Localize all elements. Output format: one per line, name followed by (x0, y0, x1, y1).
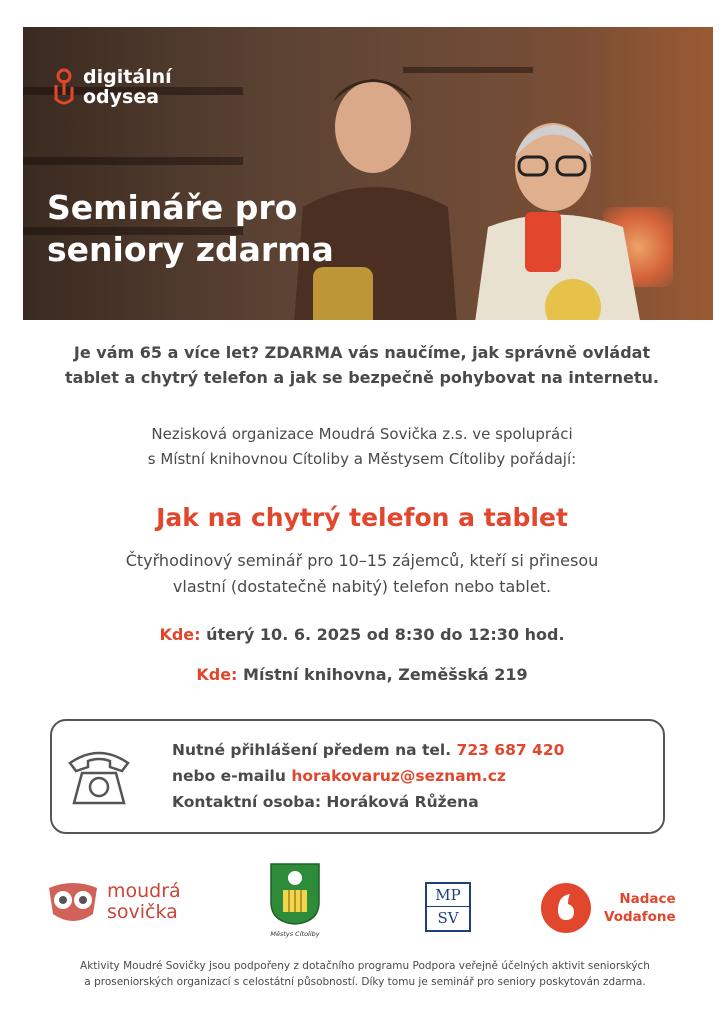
nadace-vodafone-logo (540, 882, 676, 934)
logo-line-2: odysea (83, 86, 160, 108)
email-line (172, 763, 564, 789)
email-prefix: nebo e-mailu (172, 767, 286, 785)
email-link[interactable]: horakovaruz@seznam.cz (291, 767, 506, 785)
contact-person: Kontaktní osoba: Horáková Růžena (172, 793, 479, 811)
hero-banner (23, 27, 713, 320)
phone-number[interactable]: 723 687 420 (456, 741, 565, 759)
hero-title-line-1: Semináře pro (47, 188, 298, 227)
organizer-text (50, 422, 674, 472)
hero-title (47, 187, 467, 271)
mpsv-logo (425, 882, 471, 932)
sovicka-line-2: sovička (107, 901, 178, 923)
intro-line-1: Je vám 65 a více let? ZDARMA vás naučíme, jak správně ovládat (73, 343, 651, 362)
location-label: Kde: (196, 665, 238, 684)
phone-prefix: Nutné přihlášení předem na tel. (172, 741, 452, 759)
vodafone-line-2: Vodafone (604, 909, 676, 925)
digitalni-odysea-logo (51, 67, 172, 107)
citoliby-coat-of-arms (265, 862, 325, 938)
telephone-icon (64, 741, 134, 811)
logo-line-1: digitální (83, 66, 172, 88)
vodafone-icon (540, 882, 592, 934)
course-desc-line-1: Čtyřhodinový seminář pro 10–15 zájemců, kteří si přinesou (125, 551, 599, 570)
sponsor-logos (0, 860, 724, 945)
organizer-line-1: Nezisková organizace Moudrá Sovička z.s. ve spolupráci (151, 425, 573, 443)
mpsv-top: MP (427, 884, 469, 907)
coat-of-arms-icon (269, 862, 321, 926)
footer-note (40, 958, 690, 990)
senior-woman-photo (463, 117, 663, 320)
phone-line (172, 737, 564, 763)
course-title: Jak na chytrý telefon a tablet (156, 503, 568, 532)
course-desc-line-2: vlastní (dostatečně nabitý) telefon nebo tablet. (172, 577, 552, 596)
bookshelf (23, 157, 243, 165)
contact-box (50, 719, 665, 834)
hero-title-line-2: seniory zdarma (47, 230, 334, 269)
date-label: Kde: (159, 625, 201, 644)
owl-icon (45, 878, 101, 926)
mpsv-bottom: SV (437, 909, 459, 927)
date-value: úterý 10. 6. 2025 od 8:30 do 12:30 hod. (206, 625, 565, 644)
intro-text (50, 340, 674, 390)
pointing-hand-icon (51, 67, 77, 107)
organizer-line-2: s Místní knihovnou Cítoliby a Městysem Cítoliby pořádají: (147, 450, 577, 468)
course-description (50, 548, 674, 600)
vodafone-line-1: Nadace (619, 891, 676, 907)
sovicka-line-1: moudrá (107, 880, 181, 902)
location-value: Místní knihovna, Zeměšská 219 (243, 665, 528, 684)
event-date (50, 625, 674, 644)
moudra-sovicka-logo (45, 878, 181, 926)
event-location (50, 665, 674, 684)
intro-line-2: tablet a chytrý telefon a jak se bezpečně pohybovat na internetu. (65, 368, 659, 387)
footer-line-1: Aktivity Moudré Sovičky jsou podpořeny z dotačního programu Podpora veřejně účelných aktivit seniorských (80, 960, 650, 972)
citoliby-caption: Městys Cítoliby (270, 930, 320, 938)
footer-line-2: a proseniorských organizací s celostátní působností. Díky tomu je seminář pro seniory poskytován zdarma. (84, 976, 646, 988)
